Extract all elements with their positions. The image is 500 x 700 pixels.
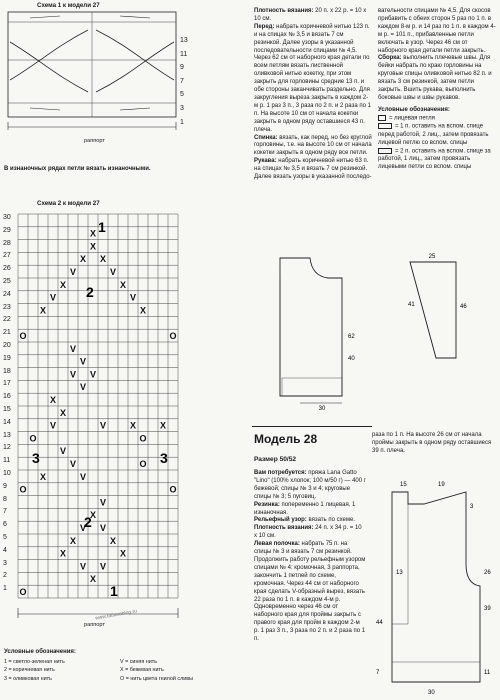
stitch-symbol: V: [79, 382, 87, 393]
model28-top-text: раза по 1 п. На высоте 26 см от начала проймы закрыть в одном ряду оставшиеся 39 п. плеча.: [372, 432, 492, 454]
stitch-symbol: X: [89, 241, 97, 252]
row-number: 29: [3, 226, 11, 234]
model27-text-col1: [254, 8, 372, 182]
front-pattern-shape: [280, 258, 342, 396]
stitch-symbol: O: [19, 484, 27, 495]
para: Вам потребуется: пряжа Lana Gatto "Lino" (100% хлопок; 100 м/50 г) — 400 г бежевой; спицы № 3 и 4; круговые спицы № 3; 5 пуговиц.: [254, 470, 366, 500]
scheme2-row-numbers: [3, 212, 11, 596]
stitch-symbol: V: [49, 420, 57, 431]
row-number: 1: [3, 585, 7, 593]
row-number: 25: [3, 277, 11, 285]
stitch-symbol: V: [99, 523, 107, 533]
stitch-symbol: V: [79, 356, 87, 367]
stitch-symbol: X: [39, 305, 47, 316]
scheme2-region-1-top: 1: [98, 219, 106, 235]
row-number: 28: [3, 239, 11, 247]
stitch-symbol: O: [19, 331, 27, 341]
front-height-b: 40: [348, 356, 355, 362]
row-number: 13: [3, 431, 11, 439]
row-number: 3: [180, 104, 184, 112]
row-number: 3: [3, 559, 7, 567]
legend-item: 1 = светло-зеленая нить: [4, 659, 65, 665]
legend-item: = 2 п. оставить на вспом. спице за работой, 1 лиц., затем провязать лицевыми петли со вспом. спицы: [378, 148, 491, 170]
row-number: 5: [3, 533, 7, 541]
stitch-symbol: V: [79, 471, 87, 482]
scheme2-region-1-bottom: 1: [110, 583, 118, 599]
m28-dim-3: 3: [470, 504, 474, 510]
para: Левая полочка: набрать 75 п. на спицы № 3 и вязать 7 см резинкой. Продолжить работу рельефным узором спицами № 4: кромочная, 3 раппорта, закончить 1 петлей по схеме, кромочная. Через 44 см от наборного края сделать V-образный вырез, вязать 22 раза по 1 п. в каждом 4-м р. Одновременно через 46 см от наборного края для проймы закрыть с правого края для пройм в каждом 2-м р. 1 раз 3 п., 3 раза по 2 п. и 2 раза по 1 п.: [254, 541, 366, 643]
para: Рельефный узор: вязать по схеме.: [254, 517, 355, 524]
row-number: 17: [3, 380, 11, 388]
stitch-symbol: V: [69, 369, 77, 380]
row-number: 21: [3, 329, 11, 337]
stitch-symbol: X: [49, 395, 57, 405]
scheme2-region-3-left: 3: [32, 450, 40, 466]
scheme1-note: В изнаночных рядах петли вязать изнаночными.: [4, 166, 151, 172]
row-number: 18: [3, 367, 11, 375]
stitch-symbol: V: [129, 292, 137, 303]
stitch-symbol: X: [139, 305, 147, 316]
m28-dim-30: 30: [428, 690, 435, 696]
stitch-symbol: X: [59, 548, 67, 559]
stitch-symbol: X: [119, 279, 127, 290]
row-number: 12: [3, 444, 11, 452]
legend-item: V = синяя нить: [120, 659, 158, 665]
model27-patterns: [260, 248, 500, 413]
stitch-symbol: X: [89, 510, 97, 521]
scheme2-region-3-right: 3: [160, 450, 168, 466]
para: Перед: набрать коричневой нитью 123 п. и на спицах № 3,5 и вязать 7 см резинкой. Далее узоры в указанной последовательности спицами № 4,5. Через 62 см от наборного края детали по всем петлям вязать лиственной оливковой нитью кокетку, при этом закрыть для горловины средние 13 п. и обе стороны заканчивать раздельно. Для закругления выреза закрыть в каждом 2-м р. 1 раз 3 п., 3 раза по 2 п. и 2 раза по 1 п. На высоте 10 см от начала кокетки закрыть в одном ряду оставшиеся 43 п. плеча.: [254, 23, 371, 133]
para: Сборка: выполнить плечевые швы. Для бейки набрать по краю горловины на круговые спицы оливковой нитью 82 п. и вязать 3 см резинкой, затем петли закрыть. Вшить рукава, выполнить боковые швы и швы рукавов.: [378, 55, 492, 101]
row-number: 11: [180, 50, 188, 58]
row-number: 5: [180, 91, 184, 99]
stitch-symbol: X: [129, 420, 137, 431]
row-number: 6: [3, 521, 7, 529]
m28-dim-13: 13: [396, 570, 403, 576]
stitch-symbol: X: [109, 535, 117, 546]
legend-item: 3 = оливковая нить: [4, 675, 52, 682]
stitch-symbol: V: [89, 369, 97, 380]
cable-back-icon: [378, 148, 392, 154]
row-number: 1: [180, 118, 184, 126]
stitch-symbol: O: [139, 433, 147, 444]
row-number: 26: [3, 265, 11, 273]
stitch-symbol: X: [99, 254, 107, 265]
model27-text-col2: [378, 8, 496, 172]
row-number: 15: [3, 405, 11, 413]
stitch-symbol: V: [99, 561, 107, 572]
para: Резинка: попеременно 1 лицевая, 1 изнаночная.: [254, 501, 356, 516]
row-number: 30: [3, 214, 11, 221]
stitch-symbol: X: [39, 471, 47, 482]
stitch-symbol: X: [59, 279, 67, 290]
scheme2-title: Схема 2 к модели 27: [37, 200, 100, 207]
legend-item: O = нить цвета гнилой сливы: [120, 675, 193, 682]
scheme2-rapport: раппорт: [84, 622, 105, 628]
m28-dim-7: 7: [376, 670, 380, 676]
stitch-symbol: V: [99, 497, 107, 508]
m28-dim-26: 26: [484, 570, 491, 576]
stitch-symbol: V: [59, 446, 67, 457]
stitch-symbol: X: [59, 407, 67, 418]
knit-stitch-icon: [378, 115, 386, 121]
row-number: 13: [180, 37, 188, 44]
stitch-symbol: O: [169, 331, 177, 341]
m28-dim-11: 11: [484, 670, 491, 676]
scheme1-rapport: раппорт: [84, 138, 105, 144]
stitch-symbol: X: [79, 254, 87, 265]
stitch-symbol: O: [19, 587, 27, 597]
front-height-a: 62: [348, 334, 355, 340]
stitch-symbol: V: [99, 420, 107, 431]
row-number: 24: [3, 290, 11, 298]
stitch-symbol: X: [89, 228, 97, 239]
model28-title: Модель 28: [254, 432, 318, 446]
sleeve-pattern-shape: [410, 262, 456, 358]
m28-dim-39: 39: [484, 606, 491, 612]
m28-dim-15: 15: [400, 482, 407, 488]
sleeve-side-label: 41: [408, 302, 415, 308]
para: Рукава: набрать коричневой нитью 63 п. на спицах № 3,5 и вязать 7 см резинкой. Далее вязать узоры в указанной последо-: [254, 158, 372, 181]
row-number: 10: [3, 469, 11, 477]
row-number: 22: [3, 316, 11, 324]
row-number: 7: [3, 508, 7, 516]
legend-bottom-col1: [4, 658, 65, 683]
sleeve-length-label: 46: [460, 304, 467, 310]
row-number: 4: [3, 546, 7, 554]
scheme2-region-2-top: 2: [86, 284, 94, 300]
row-number: 8: [3, 495, 7, 503]
legend-item: 2 = коричневая нить: [4, 667, 55, 674]
watermark: www.tatianablog.ru: [94, 608, 138, 622]
scheme2-grid: [0, 0, 200, 640]
para: Спинка: вязать, как перед, но без круглой горловины, т.е. на высоте 10 см от начала кокетки закрыть в одном ряду все петли.: [254, 134, 372, 157]
row-number: 9: [3, 482, 7, 490]
model28-separator: [252, 426, 372, 427]
stitch-symbol: V: [69, 267, 77, 277]
row-number: 2: [3, 572, 7, 580]
model28-pattern: [368, 474, 500, 700]
legend-bottom-col2: [120, 658, 193, 683]
m28-dim-19: 19: [438, 482, 445, 488]
cable-front-icon: [378, 123, 392, 129]
stitch-symbol: V: [79, 561, 87, 572]
legend-item: X = бежевая нить: [120, 667, 164, 674]
stitch-symbol: V: [109, 267, 117, 277]
model28-text: [254, 470, 366, 644]
stitch-symbol: V: [69, 459, 77, 469]
para: вательности спицами № 4,5. Для скосов прибавить с обеих сторон 5 раз по 1 п. в каждом 8-м р. и 14 раз по 1 п. в каждом 4-м р. = 101 п., прибавленные петли включать в узор. Через 46 см от наборного края детали петли закрыть.: [378, 8, 496, 54]
stitch-symbol: X: [89, 574, 97, 585]
legend-item: = 1 п. оставить на вспом. спице перед работой, 2 лиц., затем провязать лицевой петлю со вспом. спицы: [378, 123, 489, 146]
row-number: 14: [3, 418, 11, 426]
stitch-symbol: V: [69, 343, 77, 354]
para: Плотность вязания: 20 п. х 22 р. = 10 х 10 см.: [254, 8, 367, 22]
sleeve-top-label: 25: [428, 254, 436, 260]
stitch-symbol: V: [49, 292, 57, 303]
legend-bottom-title: Условные обозначения:: [4, 649, 76, 655]
legend-item: = лицевая петля: [378, 115, 496, 123]
row-number: 7: [180, 77, 184, 85]
row-number: 9: [180, 64, 184, 72]
row-number: 19: [3, 354, 11, 362]
legend-right-title: Условные обозначения:: [378, 106, 450, 113]
row-number: 23: [3, 303, 11, 311]
para: Плотность вязания: 24 п. х 34 р. = 10 х 10 см.: [254, 525, 362, 540]
row-number: 11: [3, 457, 11, 465]
stitch-symbol: O: [139, 459, 147, 469]
row-number: 20: [3, 341, 11, 349]
row-number: 27: [3, 252, 11, 260]
scheme2-region-2-bottom: 2: [84, 514, 92, 530]
stitch-symbol: V: [79, 523, 87, 533]
front-width-label: 30: [318, 406, 326, 412]
model28-size: Размер 50/52: [254, 456, 297, 463]
stitch-symbol: O: [169, 484, 177, 495]
stitch-symbol: O: [29, 433, 37, 444]
stitch-symbol: X: [119, 548, 127, 559]
m28-dim-44: 44: [376, 620, 383, 626]
scheme1-title: Схема 1 к модели 27: [37, 2, 100, 9]
stitch-symbol: X: [159, 420, 167, 431]
stitch-symbol: X: [69, 535, 77, 546]
row-number: 16: [3, 393, 11, 401]
